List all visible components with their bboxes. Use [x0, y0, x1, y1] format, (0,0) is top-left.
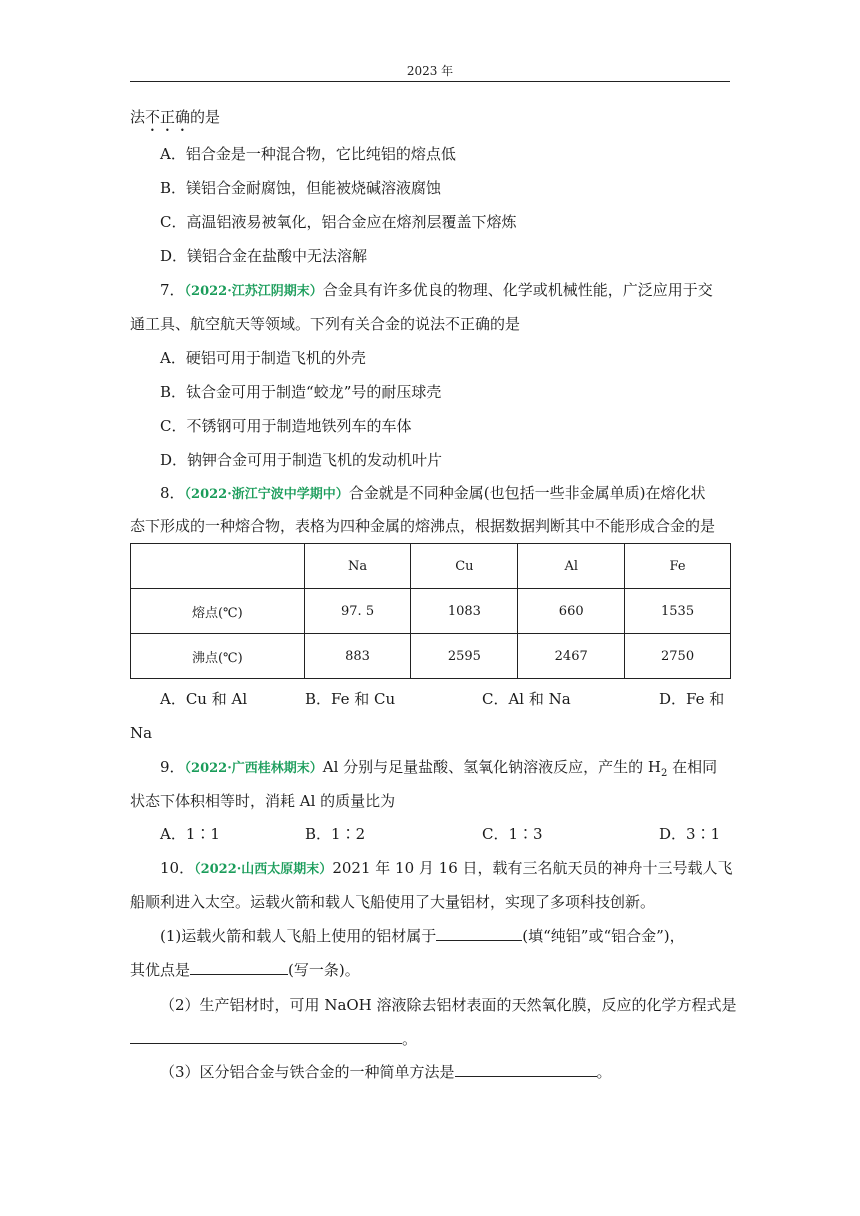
q6-option-c: C．高温铝液易被氧化，铝合金应在熔剂层覆盖下熔炼 [160, 213, 517, 231]
table-cell: 2595 [411, 634, 518, 679]
table-header-cell: Fe [625, 544, 731, 589]
q9-subscript: 2 [661, 768, 668, 779]
q9-stem-line2: 状态下体积相等时，消耗 Al 的质量比为 [130, 792, 396, 810]
q10-part1-line1 [160, 926, 685, 946]
q10-part3-line [160, 1062, 612, 1082]
melting-boiling-table [130, 543, 731, 679]
q9-option-b: B．1∶2 [305, 825, 366, 843]
q7-option-a: A．硬铝可用于制造飞机的外壳 [160, 349, 366, 367]
q9-stem-text1a: Al 分别与足量盐酸、氢氧化钠溶液反应，产生的 H [322, 758, 662, 776]
q10-part2-line1: （2）生产铝材时，可用 NaOH 溶液除去铝材表面的天然氧化膜，反应的化学方程式是 [160, 996, 737, 1014]
answer-blank[interactable] [130, 1029, 402, 1044]
q9-option-d: D．3∶1 [659, 825, 721, 843]
table-cell: 熔点(℃) [131, 589, 305, 634]
q8-option-a: A．Cu 和 Al [160, 690, 248, 708]
q6-stem-pre: 法 [130, 108, 146, 126]
q10-part1-text-b: (填“纯铝”或“铝合金”)， [522, 927, 685, 945]
table-row [131, 589, 731, 634]
q6-stem-post: 的是 [190, 108, 221, 126]
q7-option-c: C．不锈钢可用于制造地铁列车的车体 [160, 417, 412, 435]
table-header-cell: Al [518, 544, 625, 589]
q8-option-d: D．Fe 和 [659, 690, 725, 708]
q8-stem-line2: 态下形成的一种熔合物，表格为四种金属的熔沸点，根据数据判断其中不能形成合金的是 [130, 517, 716, 535]
q10-part3-end: 。 [596, 1063, 612, 1081]
q7-source-tag: （2022·江苏江阴期末） [184, 284, 323, 299]
table-header-cell: Cu [411, 544, 518, 589]
table-row [131, 634, 731, 679]
q6-option-d: D．镁铝合金在盐酸中无法溶解 [160, 247, 368, 265]
table-header-cell [131, 544, 305, 589]
q8-option-b: B．Fe 和 Cu [305, 690, 396, 708]
q10-part2-line2 [130, 1029, 417, 1049]
table-header-row [131, 544, 731, 589]
page-header-year: 2023 年 [406, 64, 454, 78]
table-cell: 2467 [518, 634, 625, 679]
q6-stem-tail [130, 107, 220, 127]
q10-part1-text-d: (写一条)。 [288, 961, 360, 979]
table-cell: 沸点(℃) [131, 634, 305, 679]
q10-source-tag: （2022·山西太原期末） [194, 862, 333, 877]
q10-part3-text: （3）区分铝合金与铁合金的一种简单方法是 [160, 1063, 455, 1081]
answer-blank[interactable] [455, 1062, 597, 1077]
table-cell: 883 [304, 634, 411, 679]
q10-part1-text-a: (1)运载火箭和载人飞船上使用的铝材属于 [160, 927, 437, 945]
q8-stem-line1 [160, 483, 705, 503]
q7-stem-text1: 合金具有许多优良的物理、化学或机械性能，广泛应用于交 [322, 281, 713, 299]
q10-part1-line2 [130, 960, 360, 980]
table-cell: 660 [518, 589, 625, 634]
q6-option-b: B．镁铝合金耐腐蚀，但能被烧碱溶液腐蚀 [160, 179, 442, 197]
table-header-cell: Na [304, 544, 411, 589]
q7-option-b: B．钛合金可用于制造“蛟龙”号的耐压球壳 [160, 383, 442, 401]
q10-stem-text1: 2021 年 10 月 16 日，载有三名航天员的神舟十三号载人飞 [332, 859, 733, 877]
table-cell: 1535 [625, 589, 731, 634]
q6-stem-emphasis: 不正确 [145, 108, 191, 126]
q7-option-d: D．钠钾合金可用于制造飞机的发动机叶片 [160, 451, 443, 469]
header-rule [130, 81, 730, 82]
q8-stem-text1: 合金就是不同种金属(也包括一些非金属单质)在熔化状 [348, 484, 706, 502]
q8-option-c: C．Al 和 Na [482, 690, 571, 708]
q10-part2-end: 。 [402, 1030, 418, 1048]
q10-part1-text-c: 其优点是 [130, 961, 191, 979]
answer-blank[interactable] [190, 960, 288, 975]
q9-stem-line1 [160, 757, 717, 777]
q10-stem-line2: 船顺利进入太空。运载火箭和载人飞船使用了大量铝材，实现了多项科技创新。 [130, 893, 656, 911]
q8-source-tag: （2022·浙江宁波中学期中） [184, 487, 349, 502]
q9-stem-text1b: 在相同 [667, 758, 718, 776]
q8-option-d-wrap: Na [130, 724, 153, 742]
q7-number: 7． [160, 281, 185, 299]
q7-stem-line1 [160, 280, 713, 300]
q9-source-tag: （2022·广西桂林期末） [184, 761, 323, 776]
answer-blank[interactable] [436, 926, 522, 941]
table-cell: 97. 5 [304, 589, 411, 634]
q7-stem-line2: 通工具、航空航天等领域。下列有关合金的说法不正确的是 [130, 315, 521, 333]
q10-number: 10． [160, 859, 195, 877]
q9-option-a: A．1∶1 [160, 825, 220, 843]
q9-option-c: C．1∶3 [482, 825, 543, 843]
q6-option-a: A．铝合金是一种混合物，它比纯铝的熔点低 [160, 145, 456, 163]
table-cell: 1083 [411, 589, 518, 634]
table-cell: 2750 [625, 634, 731, 679]
q10-stem-line1 [160, 858, 733, 878]
q8-number: 8． [160, 484, 185, 502]
q9-number: 9． [160, 758, 185, 776]
